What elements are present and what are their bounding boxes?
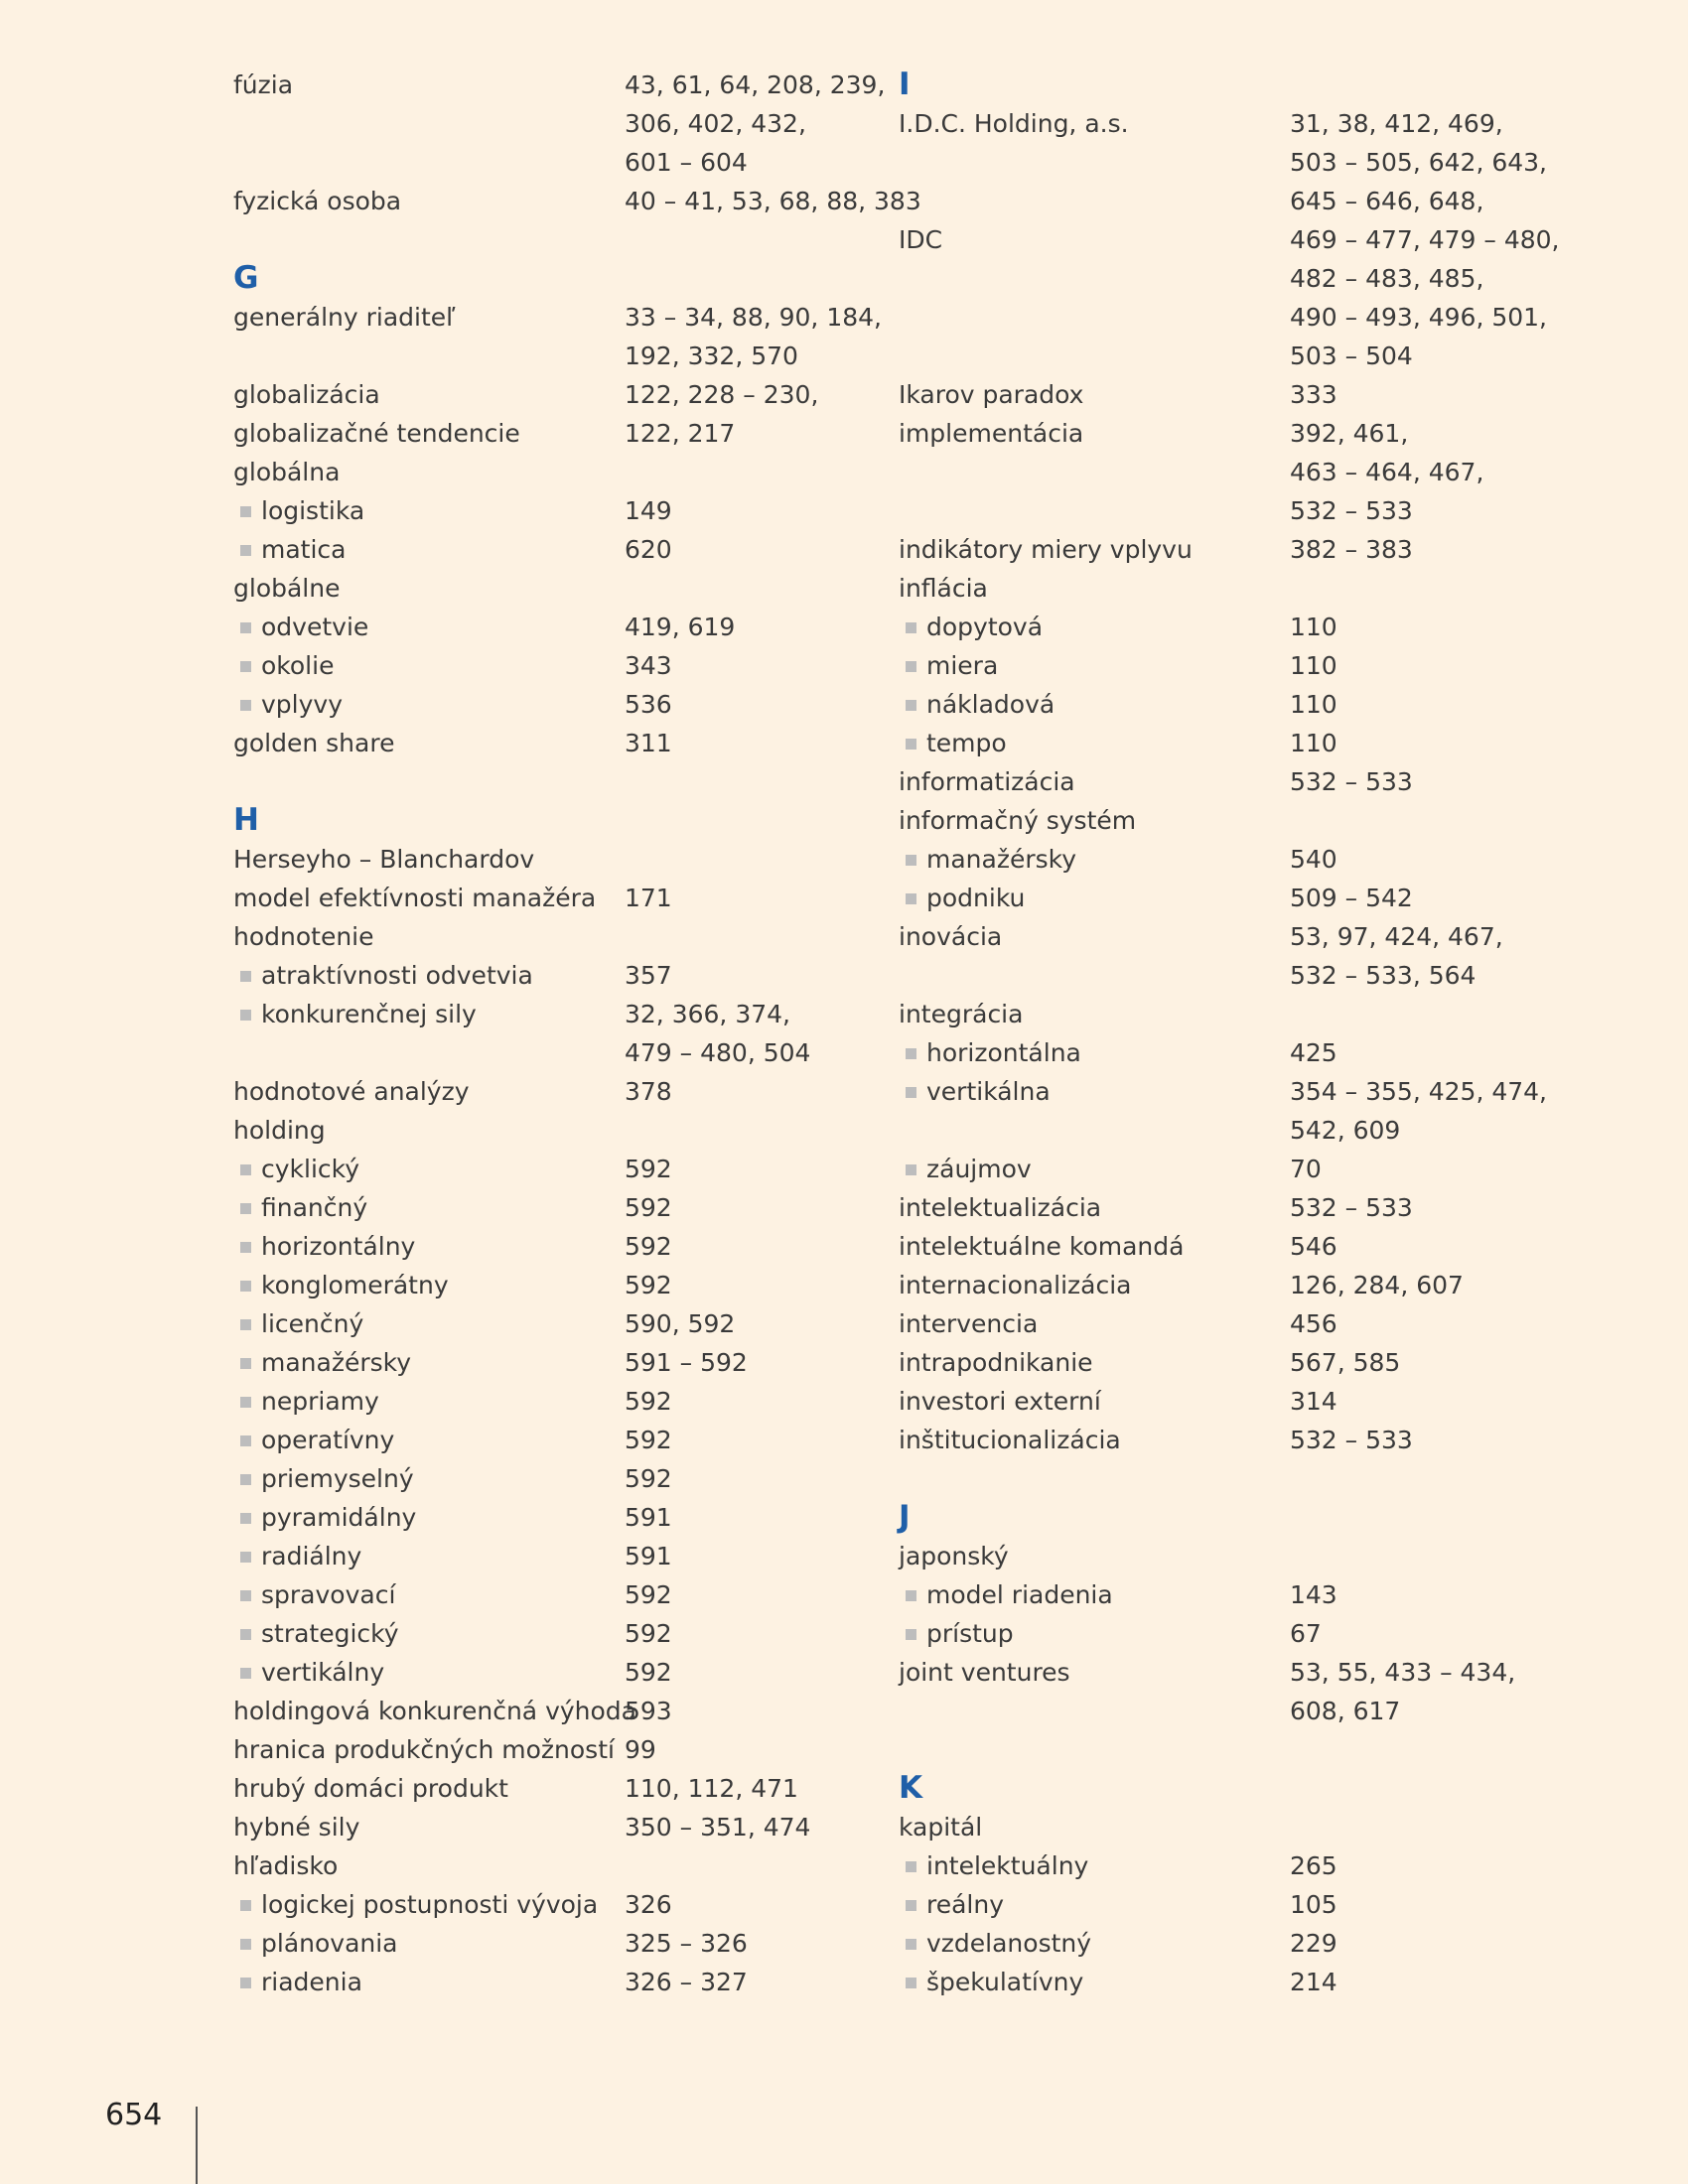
square-bullet-icon	[240, 545, 251, 556]
index-entry	[899, 1692, 1534, 1730]
square-bullet-icon	[906, 622, 916, 633]
spacer	[899, 1459, 1534, 1498]
index-page-refs: 126, 284, 607	[1290, 1271, 1464, 1299]
index-term: golden share	[233, 729, 395, 757]
index-page-refs: 593	[625, 1697, 672, 1725]
index-term: radiálny	[261, 1542, 362, 1570]
index-term: fúzia	[233, 70, 294, 99]
index-term: vertikálna	[926, 1077, 1051, 1106]
square-bullet-icon	[240, 1435, 251, 1446]
index-page-refs: 509 – 542	[1290, 884, 1413, 912]
index-entry	[899, 375, 1534, 414]
index-term: logickej postupnosti vývoja	[261, 1890, 599, 1919]
square-bullet-icon	[906, 739, 916, 750]
index-page-refs: 229	[1290, 1929, 1337, 1958]
index-page-refs: 503 – 504	[1290, 341, 1413, 370]
index-page-refs: 546	[1290, 1232, 1337, 1261]
index-term: intervencia	[899, 1309, 1039, 1338]
index-term: špekulatívny	[926, 1968, 1084, 1996]
index-term: intelektualizácia	[899, 1193, 1102, 1222]
index-term: indikátory miery vplyvu	[899, 535, 1193, 564]
index-term: vplyvy	[261, 690, 343, 719]
index-subentry	[233, 1343, 869, 1382]
index-term: holding	[233, 1116, 326, 1145]
index-page-refs: 532 – 533	[1290, 767, 1413, 796]
index-entry	[233, 1769, 869, 1808]
square-bullet-icon	[906, 1629, 916, 1640]
index-subentry	[233, 685, 869, 724]
index-page-refs: 592	[625, 1193, 672, 1222]
index-page-refs: 620	[625, 535, 672, 564]
index-subentry	[899, 1846, 1534, 1885]
square-bullet-icon	[906, 661, 916, 672]
index-page-refs: 350 – 351, 474	[625, 1813, 811, 1842]
index-term: informatizácia	[899, 767, 1075, 796]
index-subentry	[899, 1963, 1534, 2001]
square-bullet-icon	[906, 1978, 916, 1988]
index-page-refs: 382 – 383	[1290, 535, 1413, 564]
index-term: informačný systém	[899, 806, 1137, 835]
index-subentry	[233, 1227, 869, 1266]
index-term: priemyselný	[261, 1464, 414, 1493]
index-page-refs: 357	[625, 961, 672, 990]
index-page-refs: 110	[1290, 729, 1337, 757]
index-term: podniku	[926, 884, 1026, 912]
index-term: horizontálny	[261, 1232, 416, 1261]
index-entry	[233, 104, 869, 143]
index-term: Ikarov paradox	[899, 380, 1084, 409]
index-entry	[899, 569, 1534, 608]
index-term: globálna	[233, 458, 341, 486]
index-term: tempo	[926, 729, 1007, 757]
index-page-refs: 171	[625, 884, 672, 912]
index-page-refs: 592	[625, 1580, 672, 1609]
index-term: hodnotenie	[233, 922, 374, 951]
index-subentry	[899, 840, 1534, 879]
index-term: plánovania	[261, 1929, 398, 1958]
index-page-refs: 608, 617	[1290, 1697, 1401, 1725]
index-term: hrubý domáci produkt	[233, 1774, 508, 1803]
index-page-refs: 536	[625, 690, 672, 719]
index-term: generálny riaditeľ	[233, 303, 456, 332]
square-bullet-icon	[240, 1668, 251, 1679]
index-page-refs: 122, 217	[625, 419, 736, 448]
square-bullet-icon	[240, 1629, 251, 1640]
index-term: inštitucionalizácia	[899, 1426, 1121, 1454]
index-page-refs: 592	[625, 1271, 672, 1299]
index-term: logistika	[261, 496, 365, 525]
index-term: hľadisko	[233, 1851, 339, 1880]
index-page-refs: 326	[625, 1890, 672, 1919]
index-page-refs: 333	[1290, 380, 1337, 409]
index-entry	[899, 1188, 1534, 1227]
index-term: riadenia	[261, 1968, 362, 1996]
index-page-refs: 479 – 480, 504	[625, 1038, 811, 1067]
index-term: prístup	[926, 1619, 1014, 1648]
square-bullet-icon	[240, 1397, 251, 1408]
index-entry	[899, 1304, 1534, 1343]
index-entry	[899, 1537, 1534, 1575]
square-bullet-icon	[906, 1939, 916, 1950]
index-subentry	[233, 491, 869, 530]
index-page-refs: 463 – 464, 467,	[1290, 458, 1484, 486]
index-entry	[233, 1846, 869, 1885]
index-term: joint ventures	[899, 1658, 1070, 1687]
index-page-refs: 105	[1290, 1890, 1337, 1919]
index-page-refs: 592	[625, 1232, 672, 1261]
index-term: hranica produkčných možností	[233, 1735, 615, 1764]
index-term: globalizácia	[233, 380, 380, 409]
square-bullet-icon	[240, 661, 251, 672]
index-entry	[233, 182, 921, 220]
index-term: vzdelanostný	[926, 1929, 1092, 1958]
index-term: IDC	[899, 225, 943, 254]
index-entry	[899, 220, 1560, 259]
index-entry	[899, 1421, 1534, 1459]
index-page-refs: 469 – 477, 479 – 480,	[1290, 225, 1560, 254]
index-entry	[899, 762, 1534, 801]
index-entry	[899, 182, 1534, 220]
index-term: fyzická osoba	[233, 187, 402, 215]
index-subentry	[899, 1575, 1534, 1614]
square-bullet-icon	[240, 1010, 251, 1021]
index-term: vertikálny	[261, 1658, 385, 1687]
index-term: integrácia	[899, 1000, 1024, 1028]
index-page-refs: 592	[625, 1387, 672, 1416]
index-subentry	[899, 724, 1534, 762]
square-bullet-icon	[240, 622, 251, 633]
index-page-refs: 532 – 533	[1290, 1426, 1413, 1454]
index-page-refs: 311	[625, 729, 672, 757]
index-entry	[233, 1808, 869, 1846]
index-subentry	[899, 879, 1534, 917]
index-term: kapitál	[899, 1813, 983, 1842]
index-page-refs: 32, 366, 374,	[625, 1000, 790, 1028]
index-subentry	[233, 1150, 869, 1188]
square-bullet-icon	[906, 1164, 916, 1175]
square-bullet-icon	[240, 1358, 251, 1369]
square-bullet-icon	[240, 971, 251, 982]
square-bullet-icon	[240, 1978, 251, 1988]
index-page-refs: 43, 61, 64, 208, 239,	[625, 70, 886, 99]
index-subentry	[233, 1304, 869, 1343]
index-subentry	[233, 1575, 869, 1614]
index-page-refs: 592	[625, 1464, 672, 1493]
index-page-refs: 306, 402, 432,	[625, 109, 806, 138]
index-term: nákladová	[926, 690, 1055, 719]
index-entry	[233, 1072, 869, 1111]
index-page-refs: 542, 609	[1290, 1116, 1401, 1145]
index-term: manažérsky	[926, 845, 1077, 874]
index-page-refs: 425	[1290, 1038, 1337, 1067]
index-page-refs: 490 – 493, 496, 501,	[1290, 303, 1547, 332]
index-subentry	[233, 1498, 869, 1537]
index-letter-heading: K	[899, 1770, 923, 1806]
index-entry	[899, 917, 1534, 956]
index-term: model riadenia	[926, 1580, 1113, 1609]
index-term: konglomerátny	[261, 1271, 449, 1299]
index-term: internacionalizácia	[899, 1271, 1132, 1299]
index-page-refs: 592	[625, 1619, 672, 1648]
index-entry	[233, 1033, 869, 1072]
index-page-refs: 378	[625, 1077, 672, 1106]
index-term: nepriamy	[261, 1387, 379, 1416]
index-entry	[899, 453, 1534, 491]
index-page-refs: 590, 592	[625, 1309, 736, 1338]
index-letter-heading: G	[233, 260, 259, 296]
index-page-refs: 214	[1290, 1968, 1337, 1996]
index-entry	[899, 259, 1534, 298]
square-bullet-icon	[906, 855, 916, 866]
index-subentry	[233, 646, 869, 685]
index-entry	[233, 917, 869, 956]
index-term: japonský	[899, 1542, 1009, 1570]
index-page-refs: 67	[1290, 1619, 1322, 1648]
spacer	[233, 762, 869, 801]
index-page-refs: 53, 97, 424, 467,	[1290, 922, 1503, 951]
index-entry	[899, 337, 1534, 375]
index-entry	[899, 143, 1547, 182]
index-subentry	[899, 1033, 1534, 1072]
index-subentry	[233, 1421, 869, 1459]
index-term: finančný	[261, 1193, 368, 1222]
index-entry	[899, 956, 1534, 995]
index-page-refs: 456	[1290, 1309, 1337, 1338]
index-entry	[233, 724, 869, 762]
index-page-refs: 567, 585	[1290, 1348, 1401, 1377]
index-page-refs: 53, 55, 433 – 434,	[1290, 1658, 1516, 1687]
index-entry	[233, 66, 886, 104]
index-term: hodnotové analýzy	[233, 1077, 470, 1106]
index-page-refs: 503 – 505, 642, 643,	[1290, 148, 1547, 177]
index-entry	[233, 375, 869, 414]
index-entry	[899, 1808, 1534, 1846]
index-entry	[233, 453, 869, 491]
index-entry	[899, 1111, 1534, 1150]
index-term: reálny	[926, 1890, 1005, 1919]
index-term: implementácia	[899, 419, 1084, 448]
index-entry	[233, 879, 869, 917]
square-bullet-icon	[240, 1164, 251, 1175]
index-subentry	[899, 685, 1534, 724]
index-term: investori externí	[899, 1387, 1101, 1416]
index-page-refs: 592	[625, 1426, 672, 1454]
index-entry	[899, 1266, 1534, 1304]
index-term: inflácia	[899, 574, 988, 603]
square-bullet-icon	[240, 1513, 251, 1524]
index-page-refs: 122, 228 – 230,	[625, 380, 819, 409]
index-term: manažérsky	[261, 1348, 412, 1377]
square-bullet-icon	[240, 1590, 251, 1601]
index-page-refs: 532 – 533	[1290, 496, 1413, 525]
index-entry	[899, 298, 1547, 337]
index-entry	[899, 1227, 1534, 1266]
index-subentry	[233, 1653, 869, 1692]
index-page-refs: 540	[1290, 845, 1337, 874]
index-page-refs: 192, 332, 570	[625, 341, 798, 370]
index-letter-heading: I	[899, 67, 911, 102]
index-term: cyklický	[261, 1155, 360, 1183]
index-entry	[899, 491, 1534, 530]
index-subentry	[233, 1614, 869, 1653]
square-bullet-icon	[906, 1900, 916, 1911]
index-term: strategický	[261, 1619, 399, 1648]
index-page-refs: 110	[1290, 613, 1337, 641]
index-term: I.D.C. Holding, a.s.	[899, 109, 1129, 138]
spacer	[233, 220, 869, 259]
index-page-refs: 70	[1290, 1155, 1322, 1183]
index-page-refs: 592	[625, 1658, 672, 1687]
index-page-refs: 532 – 533, 564	[1290, 961, 1477, 990]
index-term: horizontálna	[926, 1038, 1081, 1067]
index-column-right	[899, 66, 1560, 2001]
index-page-refs: 110, 112, 471	[625, 1774, 798, 1803]
square-bullet-icon	[906, 700, 916, 711]
index-subentry	[233, 1266, 869, 1304]
index-subentry	[899, 1072, 1547, 1111]
index-page-refs: 532 – 533	[1290, 1193, 1413, 1222]
index-letter-heading: H	[233, 802, 259, 838]
index-term: okolie	[261, 651, 335, 680]
index-subentry	[899, 1150, 1534, 1188]
index-page-refs: 314	[1290, 1387, 1337, 1416]
index-page-refs: 149	[625, 496, 672, 525]
index-page-refs: 343	[625, 651, 672, 680]
index-subentry	[233, 956, 869, 995]
index-entry	[233, 1730, 869, 1769]
index-subentry	[899, 608, 1534, 646]
index-subentry	[233, 1537, 869, 1575]
index-letter-heading: J	[899, 1499, 911, 1535]
index-entry	[233, 337, 869, 375]
page-number-rule	[196, 2107, 198, 2184]
index-page-refs: 591 – 592	[625, 1348, 748, 1377]
index-entry	[233, 414, 869, 453]
index-term: spravovací	[261, 1580, 396, 1609]
index-term: matica	[261, 535, 347, 564]
index-term: hybné sily	[233, 1813, 360, 1842]
square-bullet-icon	[906, 1087, 916, 1098]
index-entry	[899, 104, 1534, 143]
index-entry	[233, 298, 882, 337]
index-page-refs: 110	[1290, 690, 1337, 719]
index-page-refs: 591	[625, 1503, 672, 1532]
index-page-refs: 31, 38, 412, 469,	[1290, 109, 1503, 138]
square-bullet-icon	[240, 700, 251, 711]
index-entry	[899, 530, 1534, 569]
index-term: globalizačné tendencie	[233, 419, 520, 448]
index-page-refs: 110	[1290, 651, 1337, 680]
index-entry	[233, 569, 869, 608]
index-term: licenčný	[261, 1309, 364, 1338]
square-bullet-icon	[240, 1474, 251, 1485]
index-page-refs: 326 – 327	[625, 1968, 748, 1996]
index-page-refs: 99	[625, 1735, 656, 1764]
index-subentry	[899, 646, 1534, 685]
square-bullet-icon	[906, 1048, 916, 1059]
index-page-refs: 33 – 34, 88, 90, 184,	[625, 303, 882, 332]
index-subentry	[233, 530, 869, 569]
index-term: intrapodnikanie	[899, 1348, 1093, 1377]
index-page-refs: 392, 461,	[1290, 419, 1409, 448]
index-term: operatívny	[261, 1426, 395, 1454]
square-bullet-icon	[240, 1242, 251, 1253]
index-subentry	[233, 1459, 869, 1498]
page-number: 654	[105, 2098, 163, 2132]
index-subentry	[233, 995, 869, 1033]
index-subentry	[233, 1924, 869, 1963]
index-term: globálne	[233, 574, 341, 603]
square-bullet-icon	[240, 1900, 251, 1911]
index-page-refs: 419, 619	[625, 613, 736, 641]
square-bullet-icon	[240, 1203, 251, 1214]
index-entry	[899, 801, 1534, 840]
index-page-refs: 325 – 326	[625, 1929, 748, 1958]
index-term: dopytová	[926, 613, 1044, 641]
index-term: Herseyho – Blanchardov	[233, 845, 535, 874]
square-bullet-icon	[906, 1861, 916, 1872]
index-subentry	[899, 1614, 1534, 1653]
index-term: holdingová konkurenčná výhoda	[233, 1697, 636, 1725]
square-bullet-icon	[240, 506, 251, 517]
index-entry	[899, 1382, 1534, 1421]
index-entry	[899, 414, 1534, 453]
index-page-refs: 265	[1290, 1851, 1337, 1880]
index-term: intelektuálne komandá	[899, 1232, 1185, 1261]
index-page-refs: 601 – 604	[625, 148, 748, 177]
index-entry	[233, 840, 869, 879]
index-subentry	[233, 1188, 869, 1227]
square-bullet-icon	[906, 893, 916, 904]
square-bullet-icon	[240, 1939, 251, 1950]
index-term: inovácia	[899, 922, 1003, 951]
index-subentry	[899, 1885, 1534, 1924]
square-bullet-icon	[240, 1319, 251, 1330]
index-term: konkurenčnej sily	[261, 1000, 477, 1028]
index-subentry	[233, 1963, 869, 2001]
index-term: intelektuálny	[926, 1851, 1089, 1880]
index-page-refs: 482 – 483, 485,	[1290, 264, 1484, 293]
index-term: záujmov	[926, 1155, 1032, 1183]
square-bullet-icon	[240, 1552, 251, 1563]
index-entry	[899, 1343, 1534, 1382]
index-page-refs: 592	[625, 1155, 672, 1183]
index-term: miera	[926, 651, 999, 680]
index-entry	[233, 143, 869, 182]
index-page-refs: 591	[625, 1542, 672, 1570]
index-subentry	[233, 608, 869, 646]
spacer	[899, 1730, 1534, 1769]
square-bullet-icon	[240, 1281, 251, 1292]
index-page-refs: 143	[1290, 1580, 1337, 1609]
index-entry	[233, 1111, 869, 1150]
index-term: pyramidálny	[261, 1503, 417, 1532]
index-subentry	[233, 1885, 869, 1924]
index-page-refs: 354 – 355, 425, 474,	[1290, 1077, 1547, 1106]
index-page-refs: 40 – 41, 53, 68, 88, 383	[625, 187, 921, 215]
index-page-refs: 645 – 646, 648,	[1290, 187, 1484, 215]
index-entry	[899, 995, 1534, 1033]
index-term: atraktívnosti odvetvia	[261, 961, 533, 990]
square-bullet-icon	[906, 1590, 916, 1601]
index-subentry	[233, 1382, 869, 1421]
index-subentry	[899, 1924, 1534, 1963]
index-entry	[899, 1653, 1534, 1692]
index-term: odvetvie	[261, 613, 369, 641]
index-entry	[233, 1692, 869, 1730]
index-term: model efektívnosti manažéra	[233, 884, 597, 912]
